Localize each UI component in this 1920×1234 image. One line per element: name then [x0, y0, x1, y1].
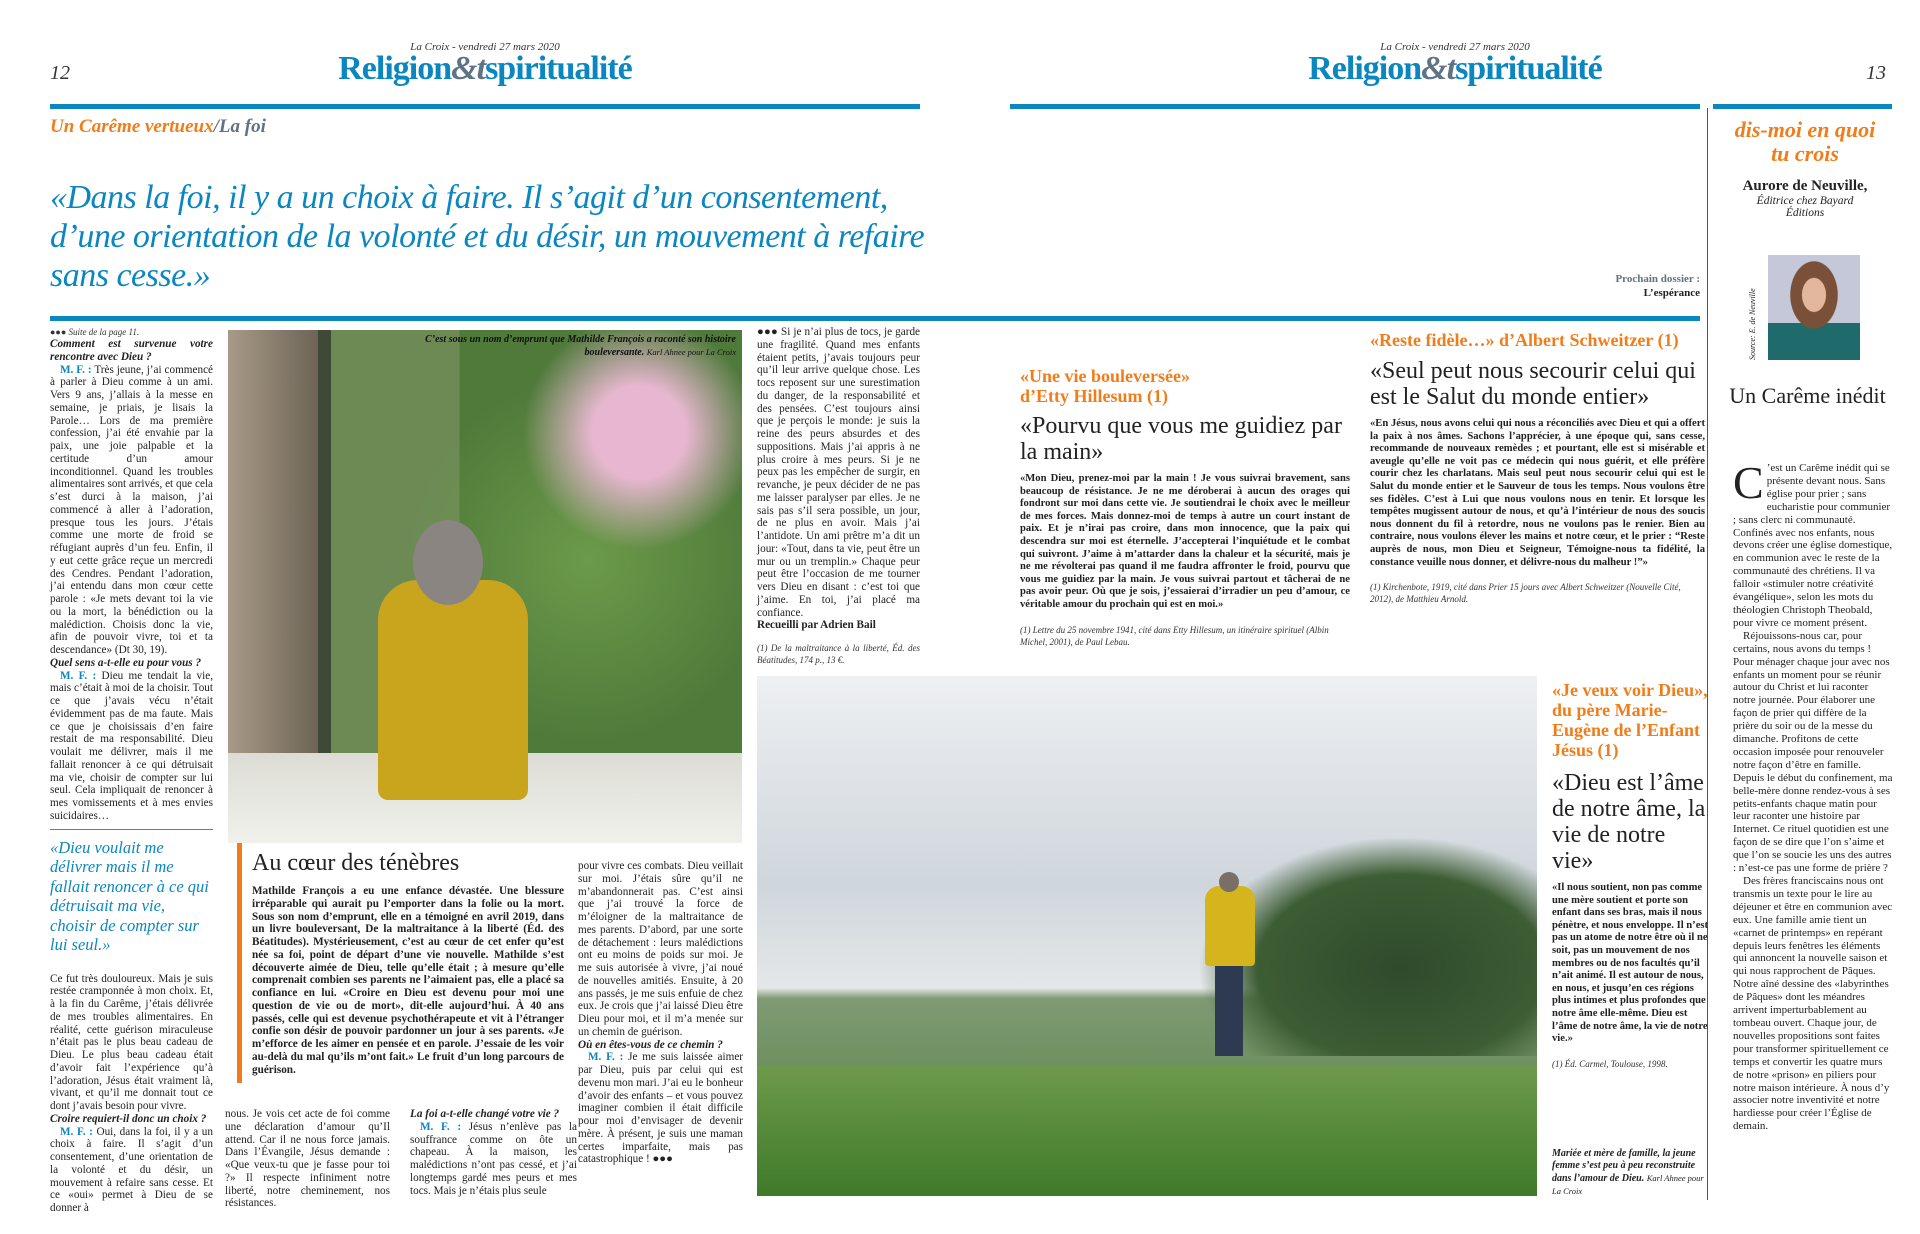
drop-cap: C [1733, 457, 1764, 508]
sidebar-title: Un Carême inédit [1729, 383, 1886, 408]
photo1-caption [406, 334, 736, 359]
interview-column-5 [757, 326, 920, 666]
interview-column-3 [410, 1108, 577, 1197]
interview-column-2 [225, 1108, 390, 1210]
date-line-right: La Croix - vendredi 27 mars 2020 [1380, 41, 1530, 53]
caption-text: C’est sous un nom d’emprunt que Mathilde François a raconté son histoire bouleversante. [425, 334, 736, 358]
next-dossier-label: Prochain dossier : [1615, 273, 1700, 285]
photo-woman-garden [228, 330, 742, 843]
section-title: «Reste fidèle…» d’Albert Schweitzer (1) [1370, 330, 1679, 350]
author-photo [1768, 255, 1860, 360]
headline-quote: «Dans la foi, il y a un choix à faire. Il s’agit d’un consentement, d’une orientation de la volonté et du désir, un mouvement à refaire sans cesse.» [50, 179, 925, 294]
interview-answer [50, 670, 213, 823]
footnote: (1) Lettre du 25 novembre 1941, cité dans Etty Hillesum, un itinéraire spirituel (Albin Michel, 2001), de Paul Lebau. [1020, 624, 1329, 647]
section-kicker [50, 116, 266, 138]
kicker-series: Un Carême vertueux [50, 116, 214, 137]
section-text: «En Jésus, nous avons celui qui nous a réconciliés avec Dieu et qui a offert la paix à nos âmes. Sachons l’apprécier, à une époque qui, sans cesse, recommande de nouveaux remèdes ; et pourtant, elle est si misérable et aveugle qu’elle ne voit pas ce médecin qui nous guérit, et elle préfère courir chez les charlatans. Mais seul peut nous secourir celui qui est le Salut du monde entier et le Sauveur de tous les temps. Nous voulons être ses fidèles. C’est à Lui que nous voulons nous en tenir. Et lorsque les tempêtes mugissent autour de nous, et qu’à l’intérieur de nous des soucis nous donnent du fil à retordre, nous ne voulons pas le renier. Bien au contraire, nous voulons élever les mains et notre cœur, et le prier : “Reste auprès de nous, mon Dieu et Seigneur, Témoigne-nous ta fidélité, la constance veuille nous donner, et délivre-nous du malheur !”» [1370, 418, 1705, 568]
pull-quote: «Dieu voulait me délivrer mais il me fallait renoncer à ce qui détruisait ma vie, choisir de compter sur lui seul.» [50, 837, 209, 954]
masthead-part: spiritualité [1455, 50, 1602, 87]
photo2-caption [1552, 1148, 1712, 1198]
author-role: Éditrice chez Bayard Éditions [1756, 195, 1854, 219]
interview-column-1 [50, 326, 213, 1215]
photo-credit: Karl Ahnee pour La Croix [1552, 1173, 1704, 1196]
schweitzer-section [1370, 330, 1705, 605]
masthead-et: &t [451, 50, 486, 87]
photo-woman-landscape [757, 676, 1537, 1196]
answer-text: Jésus n’enlève pas la souffrance comme on ôte un chapeau. À la maison, les malédictions n’ont pas cessé, et j’ai longtemps gardé mes peurs et mes tocs. Mais je n’étais plus seule [410, 1120, 578, 1197]
masthead-right [1205, 50, 1705, 88]
hillesum-section [1020, 366, 1350, 648]
sidebar-text [1733, 457, 1893, 1133]
interview-question: La foi a-t-elle changé votre vie ? [410, 1108, 560, 1120]
photo-figure-head [1219, 872, 1239, 892]
top-rule-left [50, 104, 920, 109]
photo-source: Source: E. de Neuville [1748, 288, 1757, 360]
kicker-separator: / [213, 116, 219, 137]
speaker-label: M. F. : [60, 1125, 93, 1138]
divider [50, 829, 213, 830]
footnote: (1) De la maltraitance à la liberté, Éd. des Béatitudes, 174 p., 13 €. [757, 643, 920, 665]
interview-question: Quel sens a-t-elle eu pour vous ? [50, 656, 202, 669]
sidebar [1715, 118, 1895, 219]
sidebar-top-rule [1713, 104, 1892, 109]
continued-note: ●●● Suite de la page 11. [50, 327, 140, 337]
answer-text: Dieu me tendait la vie, mais c’était à moi de la choisir. Tout ce que j’avais vécu n’était évidemment pas de ma faute. Mais ce que je choisissais d’en faire restait de ma responsabilité. Dieu voulait me délivrer, mais il me fallait renoncer à ce qui détruisait ma vie, choisir de compter sur lui seul. Cela impliquait de renoncer à mes vomissements et à mes envies suicidaires… [50, 669, 214, 822]
masthead-part: spiritualité [485, 50, 632, 87]
intro-text: Mathilde François a eu une enfance dévastée. Une blessure irréparable qui aurait pu l’emporter dans la folie ou la mort. Sous son nom d’emprunt, elle en a témoigné en avril 2019, dans un livre bouleversant, De la maltraitance à la liberté (Éd. des Béatitudes). Mystérieusement, c’est au cœur de cet enfer qu’est née sa foi, point de départ d’une vie nouvelle. Mathilde s’est découverte aimée de Dieu, telle qu’elle était ; à mesure qu’elle comprenait combien ses parents ne l’aimaient pas, elle a placé sa confiance en lui. «Croire en Dieu est devenu pour moi une question de vie ou de mort», dit-elle aujourd’hui. À 40 ans passés, celle qui est devenue psychothérapeute et vit à l’étranger confie son désir de pouvoir pardonner un jour à ses parents. «Je m’efforce de les aimer en pensée et en parole. J’essaie de les voir au-delà du mal qu’ils m’ont fait.» Le fruit d’un long parcours de guérison. [252, 885, 564, 1076]
interview-answer [410, 1121, 577, 1198]
page-number-right: 13 [1866, 62, 1886, 84]
answer-text: Je me suis laissée aimer par Dieu, puis par celui qui est devenu mon mari. J’ai eu le bonheur d’avoir des enfants – et vous pouvez imaginer combien il était difficile pour moi d’envisager de devenir mère. À présent, je suis une maman certes imparfaite, mais pas catastrophique ! ●●● [578, 1051, 744, 1166]
section-title: «Une vie bouleversée» d’Etty Hillesum (1) [1020, 366, 1190, 406]
photo-credit: Karl Ahnee pour La Croix [646, 347, 736, 357]
intro-accent-bar [237, 843, 242, 1083]
masthead-et: &t [1421, 50, 1456, 87]
interview-answer [50, 1126, 213, 1215]
speaker-label: M. F. : [60, 669, 97, 682]
paragraph: nous. Je vois cet acte de foi comme une déclaration d’amour qu’Il attend. Car il ne nous force jamais. Dans l’Évangile, Jésus demande : «Que veux-tu que je fasse pour toi ?» Il respecte infiniment notre liberté, notre cheminement, nos résistances. [225, 1108, 390, 1210]
interview-answer [50, 364, 213, 657]
masthead-part: Religion [1308, 50, 1422, 87]
top-rule-right [1010, 104, 1700, 109]
interview-question: Où en êtes-vous de ce chemin ? [578, 1038, 723, 1051]
next-dossier-value: L’espérance [1643, 287, 1700, 299]
caption-text: Mariée et mère de famille, la jeune femme s’est peu à peu reconstruite dans l’amour de Dieu. [1552, 1148, 1696, 1184]
answer-text: Très jeune, j’ai commencé à parler à Dieu comme à un ami. Vers 9 ans, j’allais à la messe en semaine, je priais, je lisais la Parole… Lors de ma première confession, j’ai été envahie par la paix, une joie palpable et la certitude d’un amour inconditionnel. Quand les troubles alimentaires sont arrivés, et que cela s’est durci à la maison, j’ai commencé à aller à l’adoration, presque tous les jours. J’étais comme une morte de froid se réfugiant auprès d’un feu. Enfin, il y eut cette grâce reçue un mercredi des Cendres. Pendant l’adoration, j’ai entendu dans mon cœur cette parole : «Je mets devant toi la vie ou la mort, la bénédiction ou la malédiction. Choisis donc la vie, afin de pouvoir vivre, toi et ta descendance» (Dt 30, 19). [50, 363, 213, 656]
kicker-topic: La foi [218, 116, 266, 137]
section-quote: «Seul peut nous secourir celui qui est le Salut du monde entier» [1370, 358, 1696, 410]
next-dossier [1560, 272, 1700, 300]
section-text: «Mon Dieu, prenez-moi par la main ! Je vous suivrai bravement, sans beaucoup de résistance. Je ne me déroberai à aucun des orages qui fondront sur moi dans cette vie. Je soutiendrai le choix avec le meilleur de mes forces. Mais donnez-moi de temps à autre un court instant de paix. Et je n’irai pas croire, dans mon innocence, que la paix qui descendra sur moi est éternelle. J’accepterai l’inquiétude et le combat qui suivront. J’aime à m’attarder dans la chaleur et la sécurité, mais je ne me révolterai pas quand il me faudra affronter le froid, pourvu que vous me guidiez par la main. Je vous suivrai partout et tâcherai de ne pas avoir peur. Où que je sois, j’essaierai d’irradier un peu d’amour, ce véritable amour du prochain qui est en moi.» [1020, 473, 1350, 610]
marie-eugene-section [1552, 680, 1712, 1070]
masthead-left [235, 50, 735, 88]
photo-figure-dress [1205, 886, 1255, 966]
photo-figure-head [413, 520, 483, 605]
masthead-part: Religion [338, 50, 452, 87]
photo-figure-dress [378, 580, 528, 800]
paragraph: Réjouissons-nous car, pour certains, nous avons du temps ! Pour ménager chaque jour avec nos enfants un moment pour se réunir autour du Christ et lui raconter notre journée. Pour élaborer une façon de prier qui diffère de la prière du soir ou de la messe du dimanche. Profitons de cette occasion imposée pour renouveler notre façon d’être en famille. Depuis le début du confinement, ma belle-mère donne rendez-vous à ses petits-enfants chaque matin pour leur raconter une histoire par Internet. Ce rituel quotidien est une façon de se dire que l’on s’aime et que l’on se soucie les uns des autres : n’est-ce pas une forme de prière ? [1733, 629, 1893, 875]
speaker-label: M. F. : [588, 1051, 624, 1064]
byline: Recueilli par Adrien Bail [757, 619, 876, 632]
answer-text: Oui, dans la foi, il y a un choix à faire. Il s’agit d’un consentement, d’une orientation de la volonté et du désir, un mouvement à refaire sans cesse. Et ce «oui» permet à Dieu de se donner à [50, 1125, 213, 1214]
speaker-label: M. F. : [420, 1120, 462, 1133]
page-number-left: 12 [50, 62, 70, 84]
section-quote: «Pourvu que vous me guidiez par la main» [1020, 413, 1342, 465]
section-text: «Il nous soutient, non pas comme une mère soutient et porte son enfant dans ses bras, mais il nous pénètre, et nous enveloppe. Il n’est pas un atome de notre être où il ne soit, pas un mouvement de nos membres ou de nos facultés qu’il n’ait animé. Il est autour de nous, en nous, et jusqu’en ces régions plus intimes et plus profondes que notre âme elle-même. Dieu est l’âme de notre âme, la vie de notre vie.» [1552, 882, 1709, 1045]
interview-answer [578, 1051, 743, 1166]
photo-field [757, 1066, 1537, 1196]
author-name: Aurore de Neuville, [1742, 178, 1868, 194]
footnote: (1) Kirchenbote, 1919, cité dans Prier 15 jours avec Albert Schweitzer (Nouvelle Cité, 2012), de Matthieu Arnold. [1370, 582, 1681, 605]
paragraph: pour vivre ces combats. Dieu veillait sur moi. J’étais sûre qu’il ne m’abandonnerait pas. C’est ainsi que j’ai trouvé la force de m’éloigner de la maltraitance de mes parents. D’abord, par une sorte de détachement : leurs malédictions ont eu moins de poids sur moi. Je me suis autorisée à vivre, j’ai noué de nouvelles amitiés. Ensuite, à 20 ans passés, je me suis enfuie de chez eux. Je crois que j’ai laissé Dieu être Dieu pour moi, et il m’a menée sur un chemin de guérison. [578, 860, 743, 1038]
intro-title: Au cœur des ténèbres [252, 850, 460, 876]
section-quote: «Dieu est l’âme de notre âme, la vie de notre vie» [1552, 770, 1706, 874]
section-title: «Je veux voir Dieu», du père Marie-Eugène de l’Enfant Jésus (1) [1552, 680, 1708, 760]
paragraph: Ce fut très douloureux. Mais je suis restée cramponnée à mon choix. Et, à la fin du Carême, j’étais délivrée de mes troubles alimentaires. En réalité, cette guérison miraculeuse n’était pas le plus beau cadeau de Dieu. Le plus beau cadeau était d’avoir fait l’expérience qu’à l’adoration, Jésus était vraiment là, vivant, et qu’il me donnait tout ce dont j’avais besoin pour vivre. [50, 972, 213, 1112]
middle-rule [50, 316, 1700, 321]
date-line-left: La Croix - vendredi 27 mars 2020 [410, 41, 560, 53]
paragraph: Des frères franciscains nous ont transmis un texte pour le lire au déjeuner et être en communion avec eux. Une famille amie tient un «carnet de printemps» en repérant depuis leurs fenêtres les éléments qui annoncent la nouvelle saison et qui nous rapprochent de Pâques. Notre aîné dessine des «labyrinthes de Pâques» dont les méandres arrivent imperturbablement au tombeau ouvert. Chaque jour, de nouvelles propositions sont faites pour transformer spirituellement ce temps et convertir les quatre murs de notre «prison» en piliers pour notre maison intérieure. À nous d’y associer notre inventivité et notre hardiesse pour créer l’Église de demain. [1733, 875, 1893, 1133]
paragraph: ●●● Si je n’ai plus de tocs, je garde une fragilité. Quand mes enfants étaient petits, j’avais toujours peur qu’il leur arrive quelque chose. Les tocs reposent sur une surestimation du danger, de la responsabilité et des pensées. C’est toujours ainsi que je perçois le monde: je suis la reine des peurs absurdes et des suppositions. Mais j’ai appris à ne plus croire à mes peurs. Si je ne peux pas les empêcher de surgir, en revanche, je peux décider de ne pas me laisser paralyser par elles. Je ne sais pas s’il sera possible, un jour, de ne plus en avoir. Mais j’ai l’antidote. Un ami prêtre m’a dit un jour: «Tout, dans ta vie, peut être un mur ou un tremplin.» Chaque peur peut être l’occasion de me tourner vers Dieu en disant : c’est toi que j’aime. En toi, j’ai placé ma confiance. [757, 326, 920, 619]
footnote: (1) Éd. Carmel, Toulouse, 1998. [1552, 1058, 1668, 1069]
interview-question: Croire requiert-il donc un choix ? [50, 1112, 207, 1125]
sidebar-rubric: dis-moi en quoi tu crois [1734, 117, 1876, 166]
interview-question: Comment est survenue votre rencontre avec Dieu ? [50, 338, 213, 363]
interview-column-4 [578, 860, 743, 1166]
speaker-label: M. F. : [60, 363, 92, 376]
paragraph: ’est un Carême inédit qui se présente devant nous. Sans église pour prier ; sans eucharistie pour communier ; sans clerc ni communauté. Confinés avec nos enfants, nous devons créer une église domestique, en communion avec le reste de la communauté des chrétiens. Il va falloir «stimuler notre créativité évangélique», selon les mots du théologien Christoph Theobald, pour vivre ce moment présent. [1733, 462, 1893, 629]
photo-figure-legs [1215, 966, 1243, 1056]
